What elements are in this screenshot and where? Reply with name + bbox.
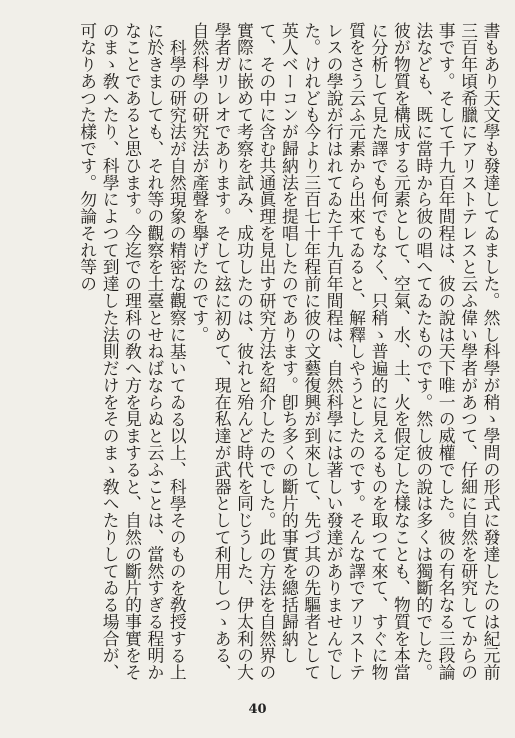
page-number: 40 [248,702,267,717]
paragraph-2: 科學の研究法が自然現象の精密な觀察に基いてゐる以上、科學そのものを敎授する上に於きましても、それ等の觀察を土臺とせねばならぬと云ふことは、當然すぎる程明かなことであると思ひます。今迄での理科の敎へ方を見ますると、自然の斷片的事實をそのまゝ敎へたり、科學によつて到達した法則だけをそのまゝ敎へたりしてゐる場合が、可なりあつた樣です。勿論それ等の [77,22,188,681]
vertical-text-body [77,22,502,685]
paragraph-1: 書もあり天文學も發達してゐました。然し科學が稍ゝ學問の形式に發達したのは紀元前三百年頃希臘にアリストテレスと云ふ偉い學者があつて、仔細に自然を研究してからの事です。そして千九百年間程は、彼の說は天下唯一の威權でした。彼の有名なる三段論法なども、既に當時から彼の唱へてゐたものです。然し彼の說は多くは獨斷的でした。彼が物質を構成する元素として、空氣、水、土、火を假定した樣なことも、物質を本當に分析して見た譯でも何でもなく、只稍ゝ普遍的に見えるものを取つて來て、すぐに物質をさう云ふ元素から出來てゐると、解釋しやうとしたのです。そんな譯でアリストテレスの學說が行はれてゐた千九百年間程は、自然科學には著しい發達がありませんでした。けれども今より三百七十年程前に彼の文藝復興が到來して、先づ其の先驅者として英人ベーコンが歸納法を提唱したのであります。卽ち多くの斷片的事實を總括歸納して、その中に含む共通眞理を見出す研究方法を紹介したのでした。此の方法を自然界の實際に嵌めて考察を試み、成功したのは、彼れと殆んど時代を同じうした、伊太利の大學者ガリレオであります。そして玆に初めて、現在私達が武器として利用しつゝある、自然科學の研究法が產聲を擧げたのです。 [189,22,501,681]
